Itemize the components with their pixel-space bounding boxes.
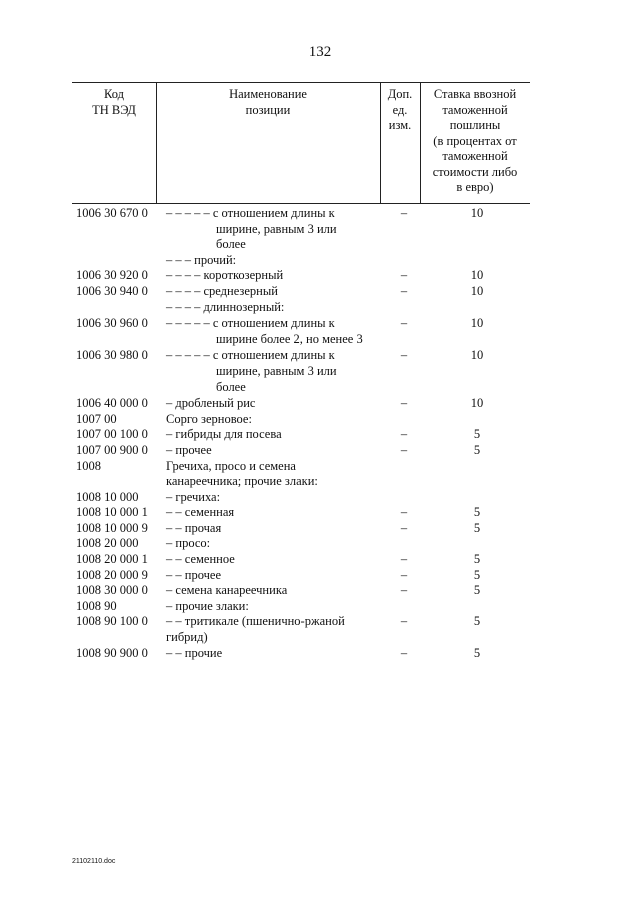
- row-unit: –: [400, 268, 408, 283]
- row-code: 1006 40 000 0: [76, 396, 148, 411]
- tariff-table: [72, 82, 530, 661]
- row-name-text: – – прочая: [166, 520, 222, 535]
- row-name-text: – прочее: [166, 442, 212, 457]
- row-name-continuation: ширине более 2, но менее 3: [216, 331, 363, 346]
- row-name: [160, 505, 384, 521]
- table-row: [72, 253, 530, 269]
- row-name-text: – дробленый рис: [166, 396, 256, 411]
- row-rate: 5: [473, 552, 481, 567]
- row-code: 1007 00 100 0: [76, 427, 148, 442]
- row-code: 1006 30 670 0: [76, 206, 148, 220]
- row-code: 1008 20 000 1: [76, 552, 148, 567]
- row-rate: 10: [470, 348, 484, 363]
- row-code: 1008 30 000 0: [76, 583, 148, 598]
- footer-filename: 21102110.doc: [72, 858, 116, 865]
- row-rate: 5: [473, 520, 481, 535]
- table-header: [72, 82, 530, 204]
- row-code: 1008 90 100 0: [76, 614, 148, 629]
- row-name: [160, 284, 384, 300]
- table-row: [72, 206, 530, 253]
- row-unit: –: [400, 396, 408, 411]
- row-name-text: – – семенная: [166, 505, 235, 520]
- table-row: [72, 552, 530, 568]
- table-body: [72, 204, 530, 661]
- row-unit: –: [400, 283, 408, 298]
- row-name-text: – просо:: [166, 536, 211, 551]
- table-row: [72, 284, 530, 300]
- row-rate: 10: [470, 396, 484, 411]
- row-rate: 5: [473, 442, 481, 457]
- row-rate: 5: [473, 614, 481, 629]
- row-unit: –: [400, 567, 408, 582]
- row-name: [160, 412, 384, 428]
- row-rate: 5: [473, 505, 481, 520]
- row-rate: 10: [470, 206, 484, 220]
- row-code: 1008 10 000: [76, 489, 139, 504]
- row-name: [160, 552, 384, 568]
- row-name-text: – – – прочий:: [166, 252, 237, 267]
- row-unit: –: [400, 583, 408, 598]
- row-unit: –: [400, 348, 408, 363]
- row-name-text: Сорго зерновое:: [166, 411, 252, 426]
- row-code: 1008: [76, 458, 101, 473]
- row-name-text: – – – – – с отношением длины к: [166, 206, 335, 220]
- row-name: [160, 536, 384, 552]
- row-code: 1006 30 960 0: [76, 316, 148, 331]
- row-name-text: – прочие злаки:: [166, 598, 249, 613]
- row-rate: 10: [470, 316, 484, 331]
- row-name: [160, 316, 384, 347]
- row-rate: 10: [470, 268, 484, 283]
- row-name-text: – гречиха:: [166, 489, 221, 504]
- header-rate: Ставка ввозной таможенной пошлины (в процентах от таможенной стоимости либо в евро): [432, 87, 518, 194]
- table-row: [72, 348, 530, 395]
- table-row: [72, 599, 530, 615]
- header-code: Код ТН ВЭД: [92, 87, 136, 117]
- row-name: [160, 427, 384, 443]
- table-row: [72, 614, 530, 645]
- row-name: [160, 521, 384, 537]
- table-row: [72, 412, 530, 428]
- row-unit: –: [400, 206, 408, 220]
- row-code: 1007 00: [76, 411, 117, 426]
- table-row: [72, 583, 530, 599]
- row-name-text: – семена канареечника: [166, 583, 288, 598]
- row-name: [160, 614, 384, 645]
- row-name-text: – – – – среднезерный: [166, 283, 278, 298]
- row-rate: 5: [473, 583, 481, 598]
- row-name-text: – – – – короткозерный: [166, 268, 284, 283]
- row-unit: –: [400, 614, 408, 629]
- row-name-text: – гибриды для посева: [166, 427, 282, 442]
- row-code: 1008 20 000 9: [76, 567, 148, 582]
- row-rate: 5: [473, 645, 481, 660]
- row-name: [160, 396, 384, 412]
- header-unit: Доп. ед. изм.: [387, 87, 413, 132]
- row-name-continuation: ширине, равным 3 или более: [216, 221, 337, 252]
- header-name: Наименование позиции: [229, 87, 307, 117]
- row-rate: 5: [473, 567, 481, 582]
- row-name: [160, 599, 384, 615]
- table-row: [72, 268, 530, 284]
- row-name: [160, 646, 384, 662]
- table-row: [72, 443, 530, 459]
- table-row: [72, 505, 530, 521]
- table-row: [72, 300, 530, 316]
- row-code: 1006 30 920 0: [76, 268, 148, 283]
- table-row: [72, 490, 530, 506]
- table-row: [72, 316, 530, 347]
- row-unit: –: [400, 520, 408, 535]
- table-row: [72, 427, 530, 443]
- row-code: 1006 30 940 0: [76, 283, 148, 298]
- page-number: 132: [308, 44, 332, 60]
- row-name: [160, 348, 384, 395]
- row-name: [160, 490, 384, 506]
- row-unit: –: [400, 505, 408, 520]
- row-code: 1007 00 900 0: [76, 442, 148, 457]
- row-rate: 10: [470, 283, 484, 298]
- row-unit: –: [400, 316, 408, 331]
- table-row: [72, 646, 530, 662]
- row-name: [160, 568, 384, 584]
- row-unit: –: [400, 645, 408, 660]
- row-name-text: – – семенное: [166, 552, 235, 567]
- table-row: [72, 396, 530, 412]
- table-row: [72, 568, 530, 584]
- row-unit: –: [400, 552, 408, 567]
- row-code: 1008 10 000 1: [76, 505, 148, 520]
- row-code: 1008 10 000 9: [76, 520, 148, 535]
- row-unit: –: [400, 427, 408, 442]
- row-name-text: – – прочее: [166, 567, 221, 582]
- row-name-text: – – прочие: [166, 645, 223, 660]
- row-code: 1008 20 000: [76, 536, 139, 551]
- row-name: [160, 206, 384, 253]
- row-code: 1008 90: [76, 598, 117, 613]
- table-row: [72, 459, 530, 490]
- row-name: [160, 253, 384, 269]
- row-name: [160, 300, 384, 316]
- row-code: 1006 30 980 0: [76, 348, 148, 363]
- row-name-continuation: ширине, равным 3 или более: [216, 363, 337, 394]
- row-name-text: – – тритикале (пшенично-ржаной гибрид): [166, 614, 345, 645]
- table-row: [72, 521, 530, 537]
- row-name-text: – – – – длиннозерный:: [166, 299, 285, 314]
- row-name: [160, 268, 384, 284]
- table-row: [72, 536, 530, 552]
- row-name-text: – – – – – с отношением длины к: [166, 316, 335, 331]
- row-name: [160, 459, 384, 490]
- row-name: [160, 583, 384, 599]
- row-name-text: – – – – – с отношением длины к: [166, 348, 335, 363]
- row-name: [160, 443, 384, 459]
- row-rate: 5: [473, 427, 481, 442]
- row-code: 1008 90 900 0: [76, 645, 148, 660]
- row-name-text: Гречиха, просо и семена канареечника; прочие злаки:: [166, 458, 318, 489]
- row-unit: –: [400, 442, 408, 457]
